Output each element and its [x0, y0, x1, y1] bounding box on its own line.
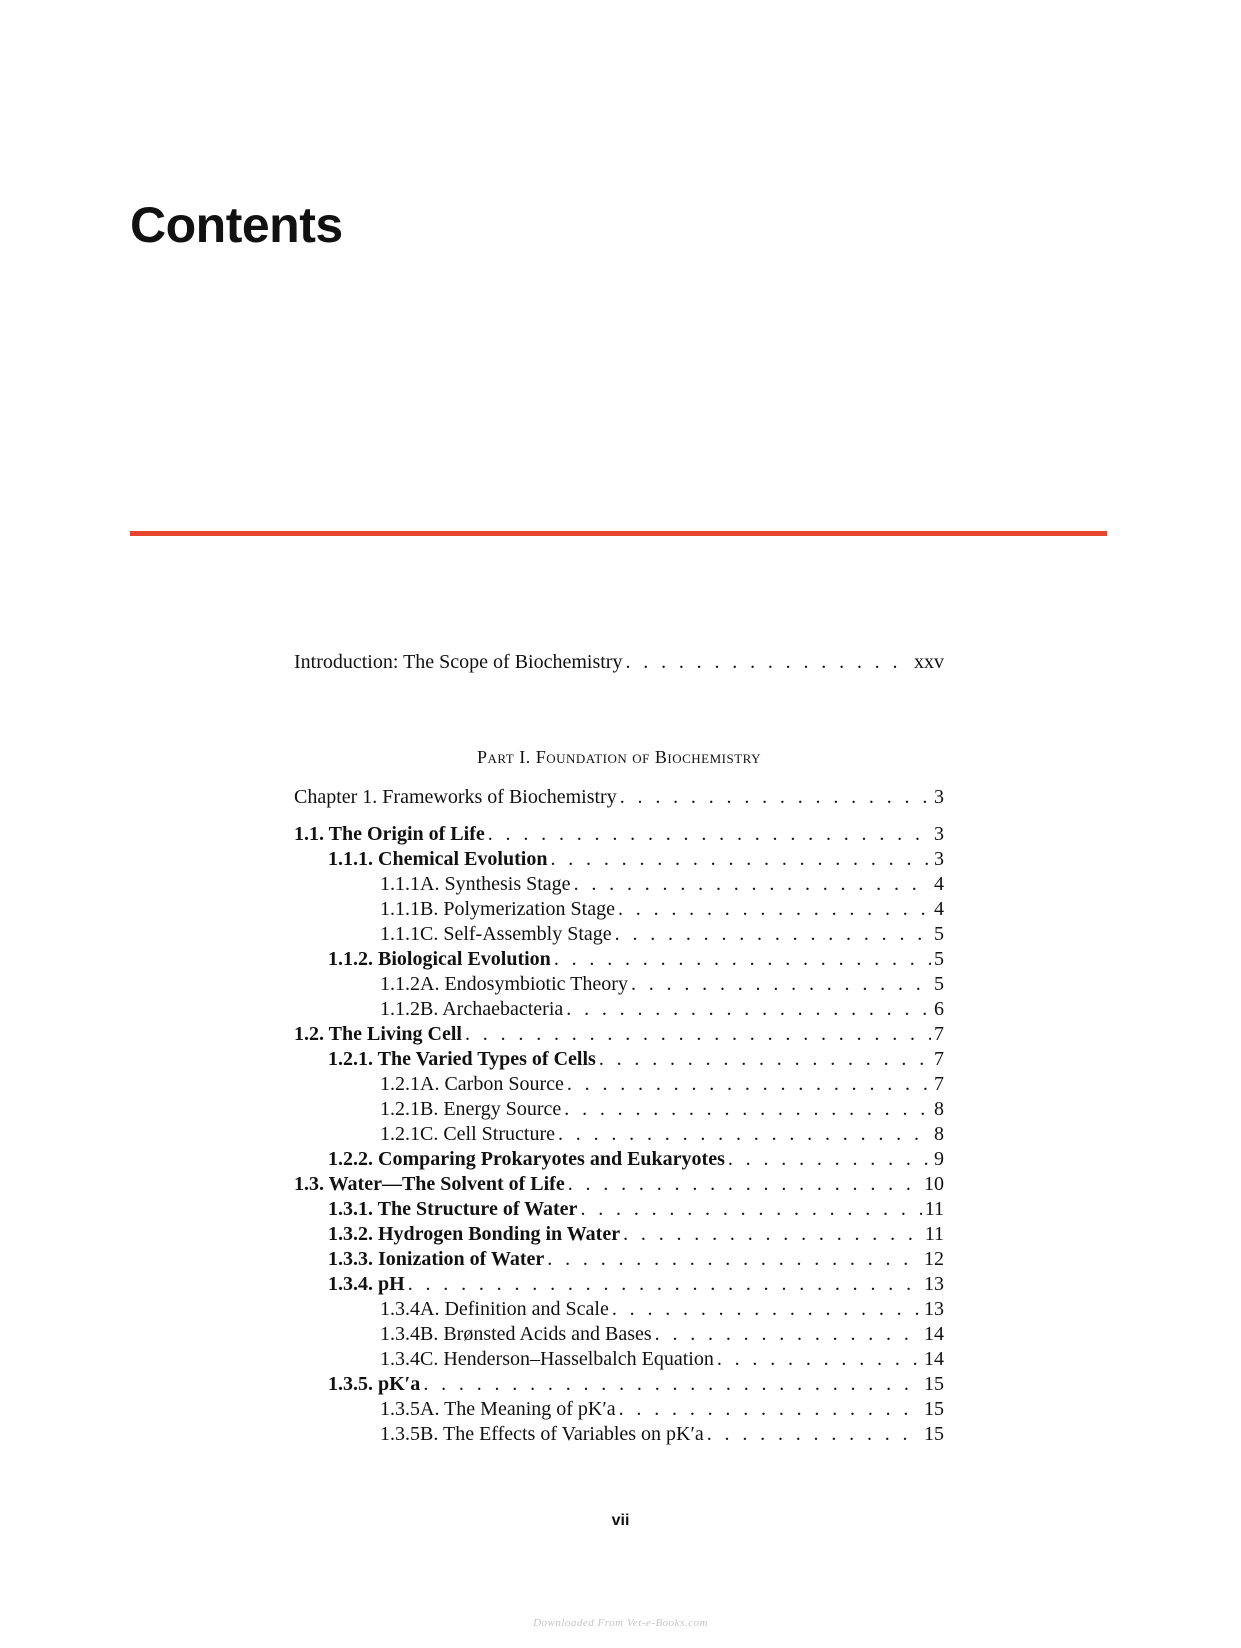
toc-entry-page: 15 [924, 1373, 944, 1395]
toc-leader-dots [655, 1322, 921, 1347]
toc-leader-dots [618, 897, 931, 922]
toc-entry-page: 14 [924, 1348, 944, 1370]
toc-leader-dots [707, 1422, 921, 1447]
toc-leader-dots [612, 1297, 921, 1322]
toc-leader-dots [554, 947, 931, 972]
toc-leader-dots [599, 1047, 931, 1072]
toc-leader-dots [558, 1122, 931, 1147]
toc-entry [294, 1247, 944, 1272]
toc-entry-page: 5 [934, 973, 944, 995]
toc-entry-title: 1.3.4. pH [328, 1273, 405, 1295]
toc-entry-title: 1.1.2. Biological Evolution [328, 948, 551, 970]
toc-entry-page: 7 [934, 1048, 944, 1070]
toc-entry [294, 650, 944, 675]
toc-leader-dots [620, 785, 931, 810]
toc-entry [294, 872, 944, 897]
toc-entry-page: 4 [934, 873, 944, 895]
toc-entry [294, 1422, 944, 1447]
toc-leader-dots [465, 1022, 931, 1047]
toc-entry [294, 1022, 944, 1047]
toc-entry-title: 1.3.3. Ionization of Water [328, 1248, 545, 1270]
toc-leader-dots [568, 1172, 921, 1197]
toc-entry [294, 1147, 944, 1172]
toc-leader-dots [615, 922, 931, 947]
toc-entry-page: 15 [924, 1423, 944, 1445]
toc-leader-dots [567, 1072, 931, 1097]
toc-entry [294, 1372, 944, 1397]
part-title: Part I. Foundation of Biochemistry [476, 747, 762, 767]
toc-entry [294, 972, 944, 997]
toc-entry-page: 12 [924, 1248, 944, 1270]
toc-entry-page: 13 [924, 1273, 944, 1295]
toc-entry [294, 785, 944, 810]
toc-entry [294, 997, 944, 1022]
toc-entry [294, 847, 944, 872]
toc-entry-page: 9 [934, 1148, 944, 1170]
toc-leader-dots [619, 1397, 921, 1422]
toc-entry-title: 1.1.2B. Archaebacteria [380, 998, 564, 1020]
toc-leader-dots [574, 872, 931, 897]
toc-entry-title: 1.2.2. Comparing Prokaryotes and Eukaryotes [328, 1148, 725, 1170]
toc-entry-page: 13 [924, 1298, 944, 1320]
page-title: Contents [130, 197, 343, 253]
watermark: Downloaded From Vet-e-Books.com [533, 1617, 708, 1629]
toc-entry-title: 1.3.4B. Brønsted Acids and Bases [380, 1323, 652, 1345]
toc-entry-title: 1.1.1C. Self-Assembly Stage [380, 923, 612, 945]
toc-entry [294, 1272, 944, 1297]
toc-entry [294, 1197, 944, 1222]
toc-entry-page: 4 [934, 898, 944, 920]
toc-leader-dots [625, 650, 911, 675]
toc-entry-title: 1.2.1A. Carbon Source [380, 1073, 564, 1095]
toc-entry-title: 1.3.5B. The Effects of Variables on pK′a [380, 1423, 704, 1445]
toc-entry-page: 7 [934, 1023, 944, 1045]
toc-entry-title: 1.1. The Origin of Life [294, 823, 485, 845]
toc-entry-title: 1.2.1. The Varied Types of Cells [328, 1048, 596, 1070]
toc-entry-page: 3 [934, 786, 944, 808]
toc-entry-page: 10 [924, 1173, 944, 1195]
toc-leader-dots [550, 847, 931, 872]
toc-leader-dots [423, 1372, 921, 1397]
toc-leader-dots [566, 997, 931, 1022]
toc-leader-dots [623, 1222, 922, 1247]
toc-entry-page: 11 [924, 1223, 944, 1245]
toc-entry [294, 1172, 944, 1197]
toc-entry-title: 1.2.1C. Cell Structure [380, 1123, 555, 1145]
toc-entry-title: 1.3.4C. Henderson–Hasselbalch Equation [380, 1348, 714, 1370]
toc-entry-title: 1.1.1B. Polymerization Stage [380, 898, 615, 920]
toc-entry [294, 1322, 944, 1347]
toc-entry [294, 947, 944, 972]
toc-entry-page: 3 [934, 848, 944, 870]
toc-leader-dots [728, 1147, 931, 1172]
toc-entry-page: 8 [934, 1123, 944, 1145]
toc-entry-title: 1.1.2A. Endosymbiotic Theory [380, 973, 628, 995]
toc-entry-title: Chapter 1. Frameworks of Biochemistry [294, 786, 617, 808]
toc-entry-title: 1.2.1B. Energy Source [380, 1098, 562, 1120]
toc-entry-title: Introduction: The Scope of Biochemistry [294, 651, 623, 673]
toc-entry [294, 1122, 944, 1147]
page-number: vii [611, 1512, 630, 1529]
toc-leader-dots [547, 1247, 921, 1272]
toc-entry-page: xxv [914, 651, 944, 673]
toc-entry [294, 1397, 944, 1422]
toc-entry [294, 822, 944, 847]
toc-entry-title: 1.1.1A. Synthesis Stage [380, 873, 571, 895]
toc-entry-title: 1.3.5. pK′a [328, 1373, 421, 1395]
toc-entry-title: 1.2. The Living Cell [294, 1023, 462, 1045]
toc-entry-page: 6 [934, 998, 944, 1020]
toc-entry-page: 3 [934, 823, 944, 845]
toc-leader-dots [717, 1347, 921, 1372]
toc-entry-title: 1.3.1. The Structure of Water [328, 1198, 578, 1220]
toc-entry [294, 1047, 944, 1072]
title-rule [130, 531, 1107, 536]
toc-leader-dots [488, 822, 931, 847]
toc-leader-dots [631, 972, 931, 997]
toc-entry [294, 1347, 944, 1372]
toc-entry [294, 1072, 944, 1097]
toc-entry [294, 897, 944, 922]
toc-entry-page: 5 [934, 923, 944, 945]
toc-entry-title: 1.3.2. Hydrogen Bonding in Water [328, 1223, 621, 1245]
toc-entry-page: 7 [934, 1073, 944, 1095]
toc-entry [294, 1222, 944, 1247]
toc-entry [294, 922, 944, 947]
toc-entry [294, 1297, 944, 1322]
toc-entry-title: 1.3.5A. The Meaning of pK′a [380, 1398, 616, 1420]
toc-leader-dots [580, 1197, 921, 1222]
toc-entry-page: 5 [934, 948, 944, 970]
toc-entry-page: 8 [934, 1098, 944, 1120]
toc-entry-page: 11 [924, 1198, 944, 1220]
toc-entry [294, 1097, 944, 1122]
toc-entry-title: 1.1.1. Chemical Evolution [328, 848, 548, 870]
toc-entry-title: 1.3. Water—The Solvent of Life [294, 1173, 565, 1195]
toc-leader-dots [408, 1272, 921, 1297]
toc-entry-title: 1.3.4A. Definition and Scale [380, 1298, 609, 1320]
toc-leader-dots [564, 1097, 931, 1122]
toc-entry-page: 15 [924, 1398, 944, 1420]
toc-entry-page: 14 [924, 1323, 944, 1345]
